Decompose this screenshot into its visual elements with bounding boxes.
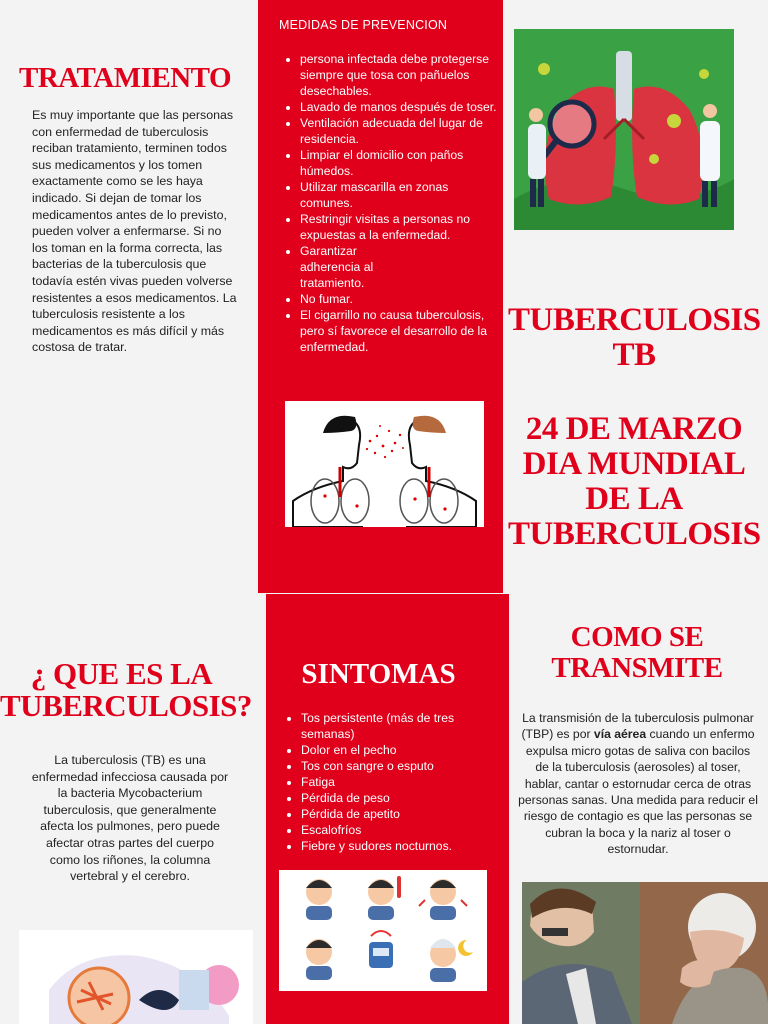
sintomas-item: • Escalofríos bbox=[301, 822, 491, 838]
prevencion-item: • Garantizar adherencia al tratamiento. bbox=[300, 243, 380, 291]
que-es-title bbox=[0, 656, 252, 723]
tratamiento-title: TRATAMIENTO bbox=[18, 62, 232, 94]
sintomas-list bbox=[279, 710, 491, 854]
cover-date-line3: DE LA bbox=[585, 481, 683, 517]
transmite-text-bold: vía aérea bbox=[593, 727, 647, 742]
prevencion-item: • Restringir visitas a personas no expuestas a la enfermedad. bbox=[300, 211, 500, 243]
sintomas-panel bbox=[266, 594, 509, 1024]
prevencion-item: • Utilizar mascarilla en zonas comunes. bbox=[300, 179, 500, 211]
cover-title-line2: TB bbox=[612, 337, 656, 373]
transmite-title-line2: TRANSMITE bbox=[551, 652, 723, 684]
sintomas-item: • Tos con sangre o esputo bbox=[301, 758, 491, 774]
cover-title-line1: TUBERCULOSIS bbox=[508, 302, 761, 338]
sintomas-item: • Fiebre y sudores nocturnos. bbox=[301, 838, 491, 854]
que-es-title-line1: ¿ QUE ES LA bbox=[30, 656, 213, 691]
que-es-text: La tuberculosis (TB) es una enfermedad infecciosa causada por la bacteria Mycobacterium tuberculosis, que generalmente afecta los pulmones, pero puede afectar otras partes del cuerpo como los riñones, la columna vertebral y el cerebro. bbox=[31, 753, 229, 884]
sintomas-item: • Pérdida de peso bbox=[301, 790, 491, 806]
prevencion-title: MEDIDAS DE PREVENCION bbox=[279, 18, 448, 32]
cover-date-line2: DIA MUNDIAL bbox=[522, 446, 746, 482]
symptoms-icons bbox=[279, 870, 487, 991]
coughing-photo bbox=[522, 882, 768, 1024]
prevencion-item: • Ventilación adecuada del lugar de residencia. bbox=[300, 115, 500, 147]
cover-date-line1: 24 DE MARZO bbox=[525, 411, 743, 447]
sintomas-title: SINTOMAS bbox=[301, 658, 456, 690]
cover-title bbox=[508, 303, 760, 373]
transmite-text bbox=[518, 710, 758, 858]
symptom-face-icon bbox=[306, 876, 473, 982]
lungs-illustration bbox=[514, 29, 734, 230]
prevencion-item: • persona infectada debe protegerse siempre que tosa con pañuelos desechables. bbox=[300, 51, 500, 99]
prevencion-item: • Lavado de manos después de toser. bbox=[300, 99, 500, 115]
sneeze-illustration bbox=[285, 401, 484, 527]
sintomas-item: • Tos persistente (más de tres semanas) bbox=[301, 710, 491, 742]
transmite-title-line1: COMO SE bbox=[570, 621, 704, 653]
sintomas-item: • Dolor en el pecho bbox=[301, 742, 491, 758]
prevencion-panel bbox=[258, 0, 503, 593]
bacteria-illustration bbox=[19, 930, 253, 1024]
prevencion-item: • Limpiar el domicilio con paños húmedos. bbox=[300, 147, 500, 179]
cover-date bbox=[508, 412, 760, 552]
prevencion-list bbox=[278, 51, 500, 355]
sintomas-item: • Fatiga bbox=[301, 774, 491, 790]
que-es-title-line2: TUBERCULOSIS? bbox=[0, 688, 252, 723]
tratamiento-text: Es muy importante que las personas con enfermedad de tuberculosis reciban tratamiento, terminen todos sus medicamentos y los tomen exactamente como se les haya indicado. Si dejan de tomar los medicamentos antes de lo previsto, pueden volver a enfermarse. Si no los toman en la forma correcta, las bacterias de la tuberculosis que todavía estén vivas pueden volverse resistentes a esos medicamentos. La tuberculosis resistente a los medicamentos es más difícil y más costosa de tratar. bbox=[32, 108, 237, 355]
transmite-text-after: cuando un enfermo expulsa micro gotas de saliva con bacilos de la tuberculosis (aerosoles) al toser, hablar, cantar o estornudar cerca de otras personas sanas. Una medida para reducir el riesgo de contagio es que las personas se cubran la boca y la nariz al toser o estornudar. bbox=[518, 727, 758, 857]
prevencion-item: • El cigarrillo no causa tuberculosis, pero sí favorece el desarrollo de la enfermedad. bbox=[300, 307, 500, 355]
transmite-text-before: La transmisión de la tuberculosis pulmonar (TBP) es por bbox=[521, 711, 754, 742]
cover-date-line4: TUBERCULOSIS bbox=[508, 516, 761, 552]
transmite-title bbox=[518, 622, 756, 684]
prevencion-item: • No fumar. bbox=[300, 291, 500, 307]
sintomas-item: • Pérdida de apetito bbox=[301, 806, 491, 822]
